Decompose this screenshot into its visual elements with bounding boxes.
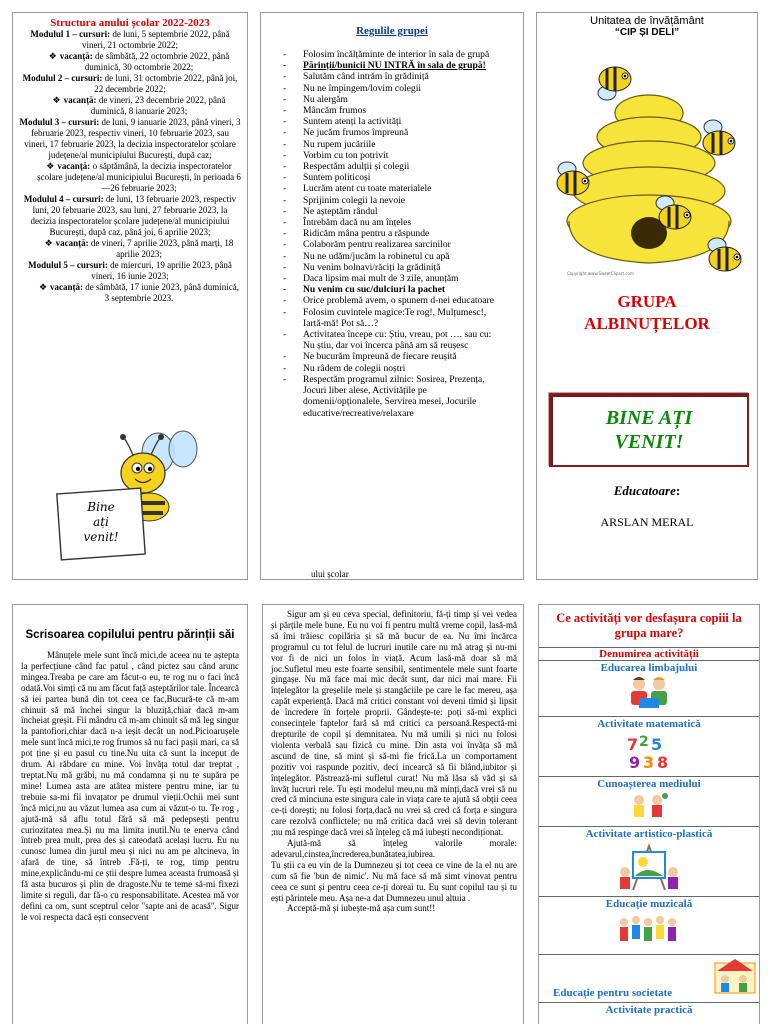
group-name-line-2: ALBINUȚELOR <box>584 314 710 333</box>
list-item: - Ne jucăm frumos împreună <box>283 127 505 138</box>
group-rules-title: Regulile grupei <box>356 25 428 37</box>
list-item: - Respectăm programul zilnic: Sosirea, Prezența, Jocuri liber alese, Activitățile pe domenii/opționalele, Servirea mesei, Jocurile educative/recreative/relaxare <box>283 374 505 419</box>
group-name-line-1: GRUPA <box>617 292 677 311</box>
list-item: - Vorbim cu ton potrivit <box>283 150 505 161</box>
sign-line-2: ați <box>93 515 109 529</box>
diamond-bullet-icon: ❖ <box>46 161 55 171</box>
list-item: - Nu rupem jucăriile <box>283 139 505 150</box>
child-letter-panel <box>12 604 248 1024</box>
list-item: - Suntem atenți la activități <box>283 116 505 127</box>
list-item: - Respectăm adulții și colegii <box>283 161 505 172</box>
list-item: - Sprijinim colegii la nevoie <box>283 195 505 206</box>
letter-paragraph-1: Sigur am și eu ceva special, definitoriu, fă-ți timp și vei vedea și părțile mele bune. Eu nu voi fi pentru multă vreme copil, lasă-mă să îmi trăiesc copilăria și să mă bucur de ea. Nu îmi încărca programul cu tot felul de lucruri inutile care nu mă atrag și nu-mi vor fi de nici un folos în viață. Acum lasă-mă doar să mă joc.Sufletul meu este foarte sensibil, sentimentele mele sunt foarte gingașe. Nu mă face mai mic decât sunt, dar nici mai mare. Fii înțelegător la greșelile mele și stangăciile pe care le fac mereu, așa capăt experiență. Dacă mă critici constant voi deveni timid și lipsit de încredere în forțele proprii. Gândește-te: poți să-mi explici consecințele faptelor fară să mă critici ca persoană.Respectă-mi drepturile de copil și demnitatea. Nu mă umili și nici nu folosi violenta verbală sau fizică cu mine. Din asta voi învăța să mă ascund de tine, să mint și să-mi fie frică.La un comportament pozitiv voi raspunde pozitiv, deci incearcă să fii blând,iubitor și înțelegător. Păstrează-mi sufletul curat! Nu mă lăsa să văd și să învăț lucruri rele. Tu ești modelul meu,nu mă minți,dacă vrei să nu cred că minciuna este singura cale in viața care te ajută să obții ceea ce-ți dorești; nu folosi forța,dacă nu vrei să cred că forța e singura care rezolvă conflictele; nu mă critica dacă vrei să devin tolerant ;nu mă respinge dacă vrei să înțeleg că mă iubești necondiționat. <box>271 609 517 838</box>
numbers-icon <box>625 732 673 772</box>
list-item: - Lucrăm atent cu toate materialele <box>283 183 505 194</box>
vacation-1 <box>19 51 241 73</box>
svg-text:3: 3 <box>643 753 655 772</box>
list-item: - Orice problemă avem, o spunem d-nei educatoare <box>283 295 505 306</box>
child-letter-text: Mânuțele mele sunt încă mici,de aceea nu te aștepta la perfecțiune când fac patul , când pictez sau când arunc mingea.Treaba pe care am făcut-o eu, te rog nu o faci încă odată.Voi simți că nu am făcut față așteptărilor tale. Încearcă să iei partea bună din tot ceea ce fac,Bucură-te că m-am chinuit să mă închei singur la bluziță,chiar dacă m-am încheiat greșit. Fii mândru că m-am chinuit să mă leg singur la pantofiori,chiar dacă n-a ieșit decât un nod.Picioarușele mele sunt încă mici,te rog frumos să nu faci pașii mari, ca să pot ține și eu pasul cu tine.Nu uita că sunt la inceput de drum. Ai răbdare cu mine. Voi învăța totul dar treptat , treptat.Nu mă grăbi, nu mă condamna și nu te supăra pe mine! Lumea asta are atâtea mistere pentru mine, iar tu trebuie sa-mi fii invațator pe drumul vieții.Ochii mei sunt încă mici,nu au văzut lumea asa cum ai văzut-o tu. Te rog , ajută-mă să aflu totul fără să mă pedepsești pentru curiozitatea mea.Și nu ma limita inutil.Nu te enerva când întreb prea mult, prea des și cateodată același lucru. Eu nu cunosc lumea din jurul meu și nici nu am pe altcineva, în afară de tine, să întreb .Fă-ți, te rog, timp pentru mine,explicându-mi ce știi despre lumea aceasta frumoasă și fă asta bucuros și plin de dragoste.Nu te teme să-mi fixezi limite si reguli, dar fă-o cu responsabilitate. Acestea mă vor defini ca om, sunt sceptrul celor "sapte ani de acasă". Sigur le voi respecta dacă ești consecvent <box>21 650 239 922</box>
list-item: - Salutăm când intrăm în grădiniță <box>283 71 505 82</box>
vacation-4 <box>19 238 241 260</box>
vacation-3-label: vacanță: <box>57 161 91 171</box>
teacher-label <box>537 483 757 499</box>
hive-credit: Copyright www.SweetClipart.com <box>567 271 634 276</box>
activity-label: Educație muzicală <box>605 898 693 910</box>
vacation-5 <box>19 282 241 304</box>
beehive-icon <box>543 49 755 279</box>
teacher-name: ARSLAN MERAL <box>600 515 694 529</box>
group-rules-panel <box>260 12 524 580</box>
activity-row <box>539 1003 759 1023</box>
activities-title: Ce activități vor desfașura copiii la grupa mare? <box>556 611 742 640</box>
society-children-icon <box>713 957 757 997</box>
sign-line-3: venit! <box>83 530 119 544</box>
activity-label: Educarea limbajului <box>600 662 698 674</box>
list-item: - Nu alergăm <box>283 94 505 105</box>
nature-children-icon <box>629 792 669 820</box>
svg-text:8: 8 <box>657 753 669 772</box>
list-item: - Suntem politicoși <box>283 172 505 183</box>
children-reading-icon <box>627 676 671 712</box>
welcome-banner <box>549 393 749 467</box>
vacation-1-label: vacanță: <box>59 51 93 61</box>
svg-text:5: 5 <box>651 735 663 754</box>
module-1-text: de luni, 5 septembrie 2022, până vineri, 21 octombrie 2022; <box>82 29 230 50</box>
welcome-line-1: BINE AȚI <box>605 407 693 429</box>
list-item: - Ne așteptăm rândul <box>283 206 505 217</box>
welcome-text <box>606 406 693 454</box>
unit-name: “CIP ȘI DELI” <box>614 27 680 38</box>
list-item: - Nu râdem de colegii noștri <box>283 363 505 374</box>
svg-text:9: 9 <box>629 753 641 772</box>
singing-children-icon <box>618 912 680 948</box>
svg-text:2: 2 <box>639 734 649 750</box>
rules-footer: ului școlar <box>311 569 349 579</box>
activities-panel <box>538 604 760 1024</box>
list-item: - Nu ne împingem/lovim colegii <box>283 83 505 94</box>
vacation-3 <box>19 161 241 194</box>
module-5-text: de miercuri, 19 aprilie 2023, până vineri, 16 iunie 2023; <box>91 260 232 281</box>
activity-label: Activitate practică <box>605 1004 693 1016</box>
list-item: - Daca lipsim mai mult de 3 zile, anunțăm <box>283 273 505 284</box>
unit-label: Unitatea de învățământ <box>590 15 704 27</box>
group-name <box>537 291 757 335</box>
vacation-4-text: de vineri, 7 aprilie 2023, până marți, 18 aprilie 2023; <box>90 238 234 259</box>
list-item: - Ne bucurăm împreună de fiecare reușită <box>283 351 505 362</box>
activity-row <box>539 955 759 1003</box>
module-3-text: de luni, 9 ianuarie 2023, până vineri, 3 februarie 2023, respectiv vineri, 10 februarie 2023, sau vineri, 17 februarie 2023, la decizia inspectoratelor școlare județene/al municipiului București, după caz; <box>24 117 241 160</box>
welcome-line-2: VENIT! <box>614 431 684 453</box>
vacation-2-text: de vineri, 23 decembrie 2022, până duminică, 8 ianuarie 2023; <box>90 95 226 116</box>
activity-label: Activitate artistico-plastică <box>585 828 713 840</box>
list-item: - Colaborăm pentru realizarea sarcinilor <box>283 239 505 250</box>
teacher-label-text: Educatoare <box>613 483 676 498</box>
letter-paragraph-2: Ajută-mă să înțeleg valorile morale: adevarul,cinstea,încrederea,bunătatea,iubirea. <box>271 838 517 859</box>
vacation-4-label: vacanță: <box>55 238 89 248</box>
bee-welcome-sign-icon <box>53 415 223 565</box>
module-5-label: Modulul 5 – cursuri: <box>28 260 108 270</box>
vacation-2-label: vacanță: <box>63 95 97 105</box>
school-year-title: Structura anului școlar 2022-2023 <box>50 17 210 29</box>
activity-row <box>539 717 759 777</box>
cover-panel <box>536 12 758 580</box>
activities-subtitle: Denumirea activității <box>539 647 759 661</box>
list-item: - Folosim cuvintele magice:Te rog!, Mulțumesc!, Iartă-mă! Pot să…? <box>283 307 505 329</box>
svg-text:7: 7 <box>627 735 639 754</box>
bee-icon <box>703 120 735 155</box>
module-4-label: Modulul 4 – cursuri: <box>23 194 104 204</box>
vacation-3-text: o săptămână, la decizia inspectoratelor școlare județene/al municipiului București, în perioada 6—26 februarie 2023; <box>37 161 241 193</box>
letter-paragraph-4: Acceptă-mă și iubește-mă așa cum sunt!! <box>287 903 436 914</box>
painting-easel-icon <box>619 842 679 892</box>
list-item: - Nu venim cu suc/dulciuri la pachet <box>283 284 505 295</box>
list-item: - Nu ne udăm/jucăm la robinetul cu apă <box>283 251 505 262</box>
module-3-label: Modulul 3 – cursuri: <box>19 117 100 127</box>
module-2-label: Modulul 2 – cursuri: <box>22 73 103 83</box>
vacation-2 <box>19 95 241 117</box>
list-item: - Întrebăm dacă nu am înțeles <box>283 217 505 228</box>
vacation-5-text: de sâmbătă, 17 iunie 2023, până duminică, 3 septembrie 2023. <box>85 282 240 303</box>
module-4-text: de luni, 13 februarie 2023, respectiv luni, 20 februarie 2023, sau luni, 27 februarie 2023, la decizia inspectoratelor școlare județene/al municipiului București, după caz, până joi, 6 aprilie 2023; <box>30 194 237 237</box>
activity-row <box>539 827 759 897</box>
activity-label: Educație pentru societate <box>553 987 673 999</box>
rules-list <box>261 49 523 419</box>
child-letter-continued <box>263 605 523 914</box>
diamond-bullet-icon: ❖ <box>48 51 57 61</box>
vacation-5-label: vacanță: <box>50 282 84 292</box>
activity-row <box>539 897 759 955</box>
list-item: - Folosim încălțăminte de interior în sala de grupă <box>283 49 505 60</box>
child-letter-continued-panel <box>262 604 524 1024</box>
module-2-text: de luni, 31 octombrie 2022, până joi, 22 decembrie 2022; <box>94 73 238 94</box>
bee-icon <box>708 238 741 271</box>
list-item: - Mâncăm frumos <box>283 105 505 116</box>
activity-label: Cunoașterea mediului <box>597 778 701 790</box>
diamond-bullet-icon: ❖ <box>38 282 48 292</box>
module-1-label: Modulul 1 – cursuri: <box>30 29 111 39</box>
bee-icon <box>598 67 631 100</box>
activity-row <box>539 661 759 717</box>
activity-label: Activitate matematică <box>597 718 701 730</box>
child-letter-title: Scrisoarea copilului pentru părinții săi <box>25 629 235 641</box>
teacher-label-colon: : <box>675 483 681 498</box>
diamond-bullet-icon: ❖ <box>52 95 61 105</box>
vacation-1-text: de sâmbătă, 22 octombrie 2022, până duminică, 30 octombrie 2022; <box>84 51 230 72</box>
list-item: - Ridicăm mâna pentru a răspunde <box>283 228 505 239</box>
list-item: - Părinții/bunicii NU INTRĂ în sala de grupă! <box>283 60 505 71</box>
sign-line-1: Bine <box>87 500 115 514</box>
diamond-bullet-icon: ❖ <box>44 238 53 248</box>
school-year-body <box>13 29 247 304</box>
list-item: - Nu venim bolnavi/răciți la grădiniță <box>283 262 505 273</box>
letter-paragraph-3: Tu știi ca eu vin de la Dumnezeu și tot ceea ce vine de la el nu are cum să fie 'bun de nimic'. Nu mă face să mă simt vinovat pentru ceea ce sunt și pentru ceea ce-ți doreai tu. Eu sunt copilul tau și tu ești părintele meu. Așa ne-a dat Dumnezeu unul altuia . <box>271 859 517 903</box>
activity-row <box>539 777 759 827</box>
list-item: - Activitatea începe cu: Știu, vreau, pot …. sau cu: Nu știu, dar voi încerca până am să reușesc <box>283 329 505 351</box>
school-year-panel <box>12 12 248 580</box>
